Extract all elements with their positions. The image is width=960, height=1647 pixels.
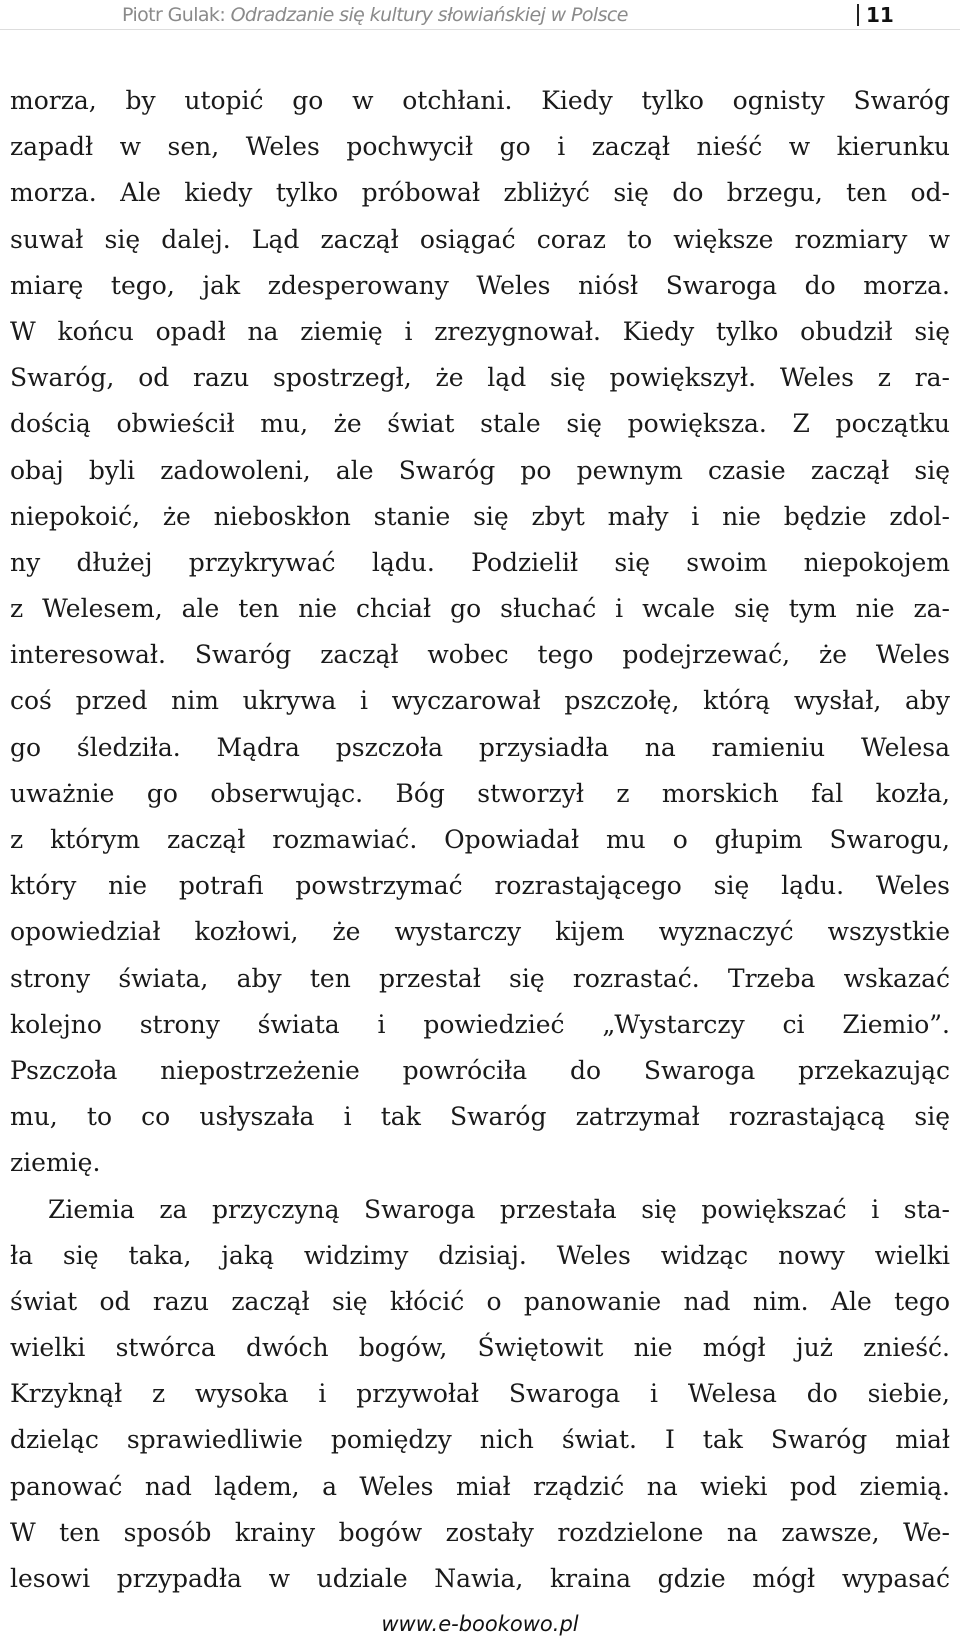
text-line: opowiedział kozłowi, że wystarczy kijem wyznaczyć wszystkie [10, 917, 950, 947]
author-name: Piotr Gulak: [122, 4, 231, 26]
text-line: W ten sposób krainy bogów zostały rozdzielone na zawsze, We- [10, 1517, 950, 1547]
text-line: zapadł w sen, Weles pochwycił go i zaczął nieść w kierunku [10, 132, 950, 162]
page-number: 11 [866, 3, 894, 27]
running-title [122, 4, 628, 26]
text-line: ła się taka, jaką widzimy dzisiaj. Weles widząc nowy wielki [10, 1240, 950, 1270]
footer-url: www.e-bookowo.pl [381, 1612, 579, 1636]
text-line: Swaróg, od razu spostrzegł, że ląd się powiększył. Weles z ra- [10, 363, 950, 393]
text-line: interesował. Swaróg zaczął wobec tego podejrzewać, że Weles [10, 640, 950, 670]
text-line: świat od razu zaczął się kłócić o panowanie nad nim. Ale tego [10, 1286, 950, 1316]
body-text [10, 78, 950, 1602]
text-line: lesowi przypadła w udziale Nawia, kraina gdzie mógł wypasać [10, 1564, 950, 1593]
text-line: morza, by utopić go w otchłani. Kiedy tylko ognisty Swaróg [10, 86, 950, 115]
header-rule [0, 29, 960, 30]
text-line: wielki stwórca dwóch bogów, Świętowit nie mógł już znieść. [10, 1333, 950, 1363]
text-line: panować nad lądem, a Weles miał rządzić na wieki pod ziemią. [10, 1471, 950, 1501]
header-separator [857, 4, 859, 26]
text-line: miarę tego, jak zdesperowany Weles niósł Swaroga do morza. [10, 270, 950, 300]
text-line: dzieląc sprawiedliwie pomiędzy nich świat. I tak Swaróg miał [10, 1425, 950, 1455]
text-line: Krzyknął z wysoka i przywołał Swaroga i Welesa do siebie, [10, 1379, 950, 1409]
text-line: z Welesem, ale ten nie chciał go słuchać i wcale się tym nie za- [10, 594, 950, 624]
text-line: uważnie go obserwując. Bóg stworzył z morskich fal kozła, [10, 778, 950, 808]
text-line: coś przed nim ukrywa i wyczarował pszczołę, którą wysłał, aby [10, 686, 950, 716]
text-line: go śledziła. Mądra pszczoła przysiadła na ramieniu Welesa [10, 732, 950, 762]
text-line: ny dłużej przykrywać lądu. Podzielił się swoim niepokojem [10, 547, 950, 577]
text-line: kolejno strony świata i powiedzieć „Wystarczy ci Ziemio”. [10, 1009, 950, 1039]
page-header [0, 0, 960, 30]
text-line: niepokoić, że nieboskłon stanie się zbyt mały i nie będzie zdol- [10, 501, 950, 531]
text-line: z którym zaczął rozmawiać. Opowiadał mu o głupim Swarogu, [10, 825, 950, 854]
text-line: obaj byli zadowoleni, ale Swaróg po pewnym czasie zaczął się [10, 455, 950, 485]
text-line: suwał się dalej. Ląd zaczął osiągać coraz to większe rozmiary w [10, 224, 950, 254]
text-line: dością obwieścił mu, że świat stale się powiększa. Z początku [10, 409, 950, 439]
text-line: mu, to co usłyszała i tak Swaróg zatrzymał rozrastającą się [10, 1102, 950, 1132]
text-line: Ziemia za przyczyną Swaroga przestała się powiększać i sta- [48, 1194, 950, 1224]
text-line: morza. Ale kiedy tylko próbował zbliżyć się do brzegu, ten od- [10, 178, 950, 208]
text-line: W końcu opadł na ziemię i zrezygnował. Kiedy tylko obudził się [10, 316, 950, 346]
text-line: Pszczoła niepostrzeżenie powróciła do Swaroga przekazując [10, 1055, 950, 1085]
book-title: Odradzanie się kultury słowiańskiej w Polsce [230, 4, 628, 26]
text-line: strony świata, aby ten przestał się rozrastać. Trzeba wskazać [10, 963, 950, 993]
text-line: ziemię. [10, 1148, 101, 1178]
text-line: który nie potrafi powstrzymać rozrastającego się lądu. Weles [10, 871, 950, 901]
